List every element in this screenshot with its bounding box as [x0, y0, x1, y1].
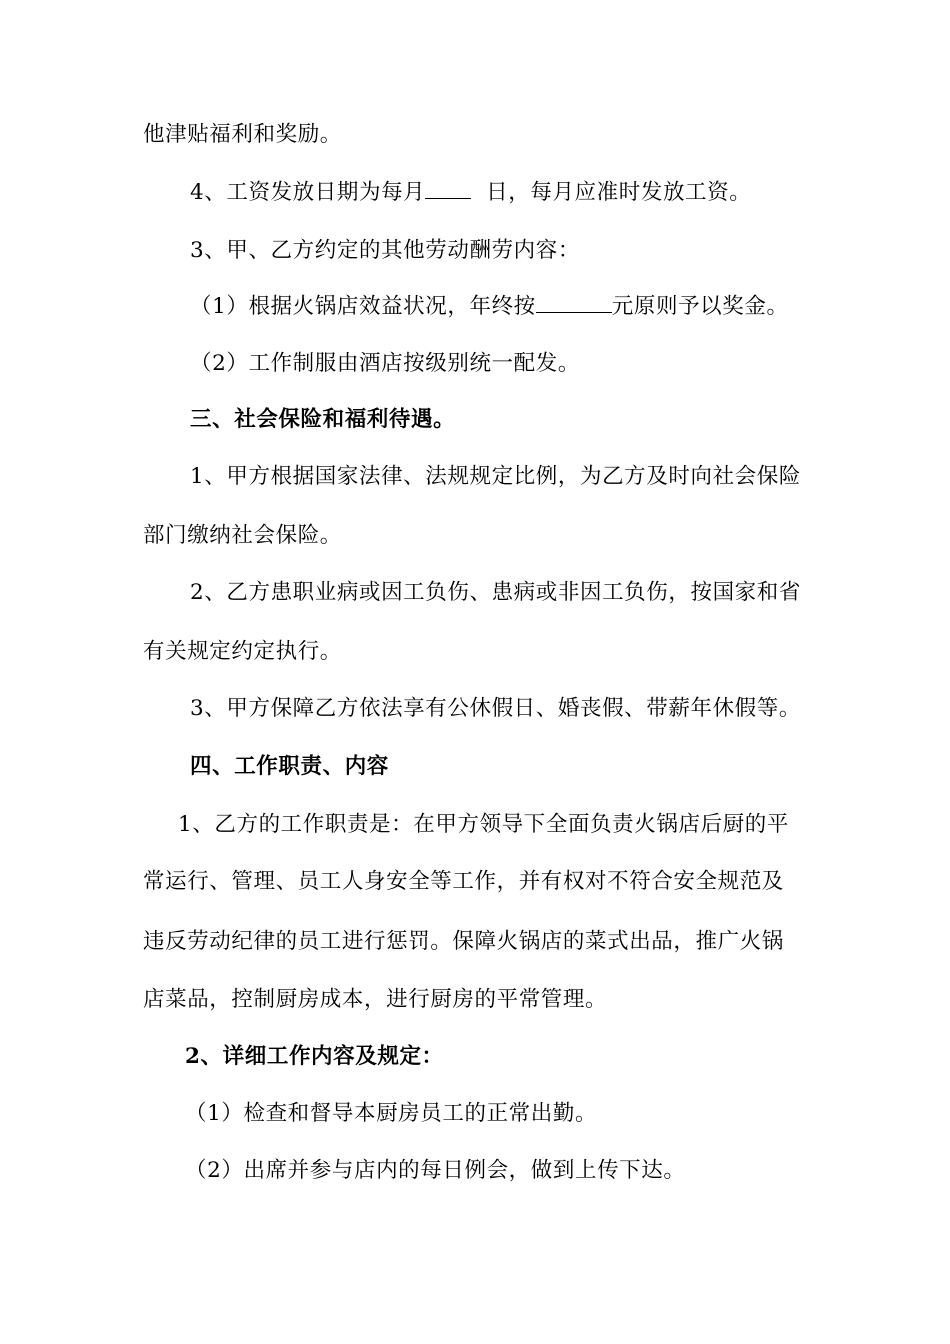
paragraph-line: （2）出席并参与店内的每日例会，做到上传下达。 — [185, 1158, 686, 1183]
paragraph-line: （2）工作制服由酒店按级别统一配发。 — [190, 351, 580, 376]
paragraph-line: 店菜品，控制厨房成本，进行厨房的平常管理。 — [143, 987, 608, 1012]
paragraph-line: 3、甲方保障乙方依法享有公休假日、婚丧假、带薪年休假等。 — [190, 696, 801, 721]
paragraph-line: 违反劳动纪律的员工进行惩罚。保障火锅店的菜式出品，推广火锅 — [143, 929, 784, 954]
paragraph-line: 部门缴纳社会保险。 — [143, 523, 342, 548]
paragraph-line: 他津贴福利和奖励。 — [143, 122, 342, 147]
paragraph-line: 3、甲、乙方约定的其他劳动酬劳内容： — [190, 238, 580, 263]
paragraph-line: 1、乙方的工作职责是：在甲方领导下全面负责火锅店后厨的平 — [178, 812, 789, 837]
paragraph-line: 常运行、管理、员工人身安全等工作，并有权对不符合安全规范及 — [143, 869, 784, 894]
text-segment: 日，每月应准时发放工资。 — [486, 180, 752, 205]
text-segment: 4、工资发放日期为每月 — [190, 180, 426, 205]
section-heading: 2、详细工作内容及规定： — [185, 1044, 444, 1069]
paragraph-line: 1、甲方根据国家法律、法规规定比例，为乙方及时向社会保险 — [190, 464, 801, 489]
paragraph-line: 2、乙方患职业病或因工负伤、患病或非因工负伤，按国家和省 — [190, 580, 801, 605]
paragraph-line: （1）检查和督导本厨房员工的正常出勤。 — [185, 1101, 598, 1126]
paragraph-line: 有关规定约定执行。 — [143, 639, 342, 664]
paragraph-line — [190, 292, 789, 322]
section-heading: 三、社会保险和福利待遇。 — [190, 407, 456, 432]
paragraph-line — [190, 178, 751, 208]
section-heading: 四、工作职责、内容 — [190, 754, 389, 779]
fill-in-blank — [536, 292, 612, 313]
fill-in-blank — [425, 178, 471, 199]
text-segment: 元原则予以奖金。 — [611, 294, 789, 319]
text-segment: （1）根据火锅店效益状况，年终按 — [190, 294, 536, 319]
